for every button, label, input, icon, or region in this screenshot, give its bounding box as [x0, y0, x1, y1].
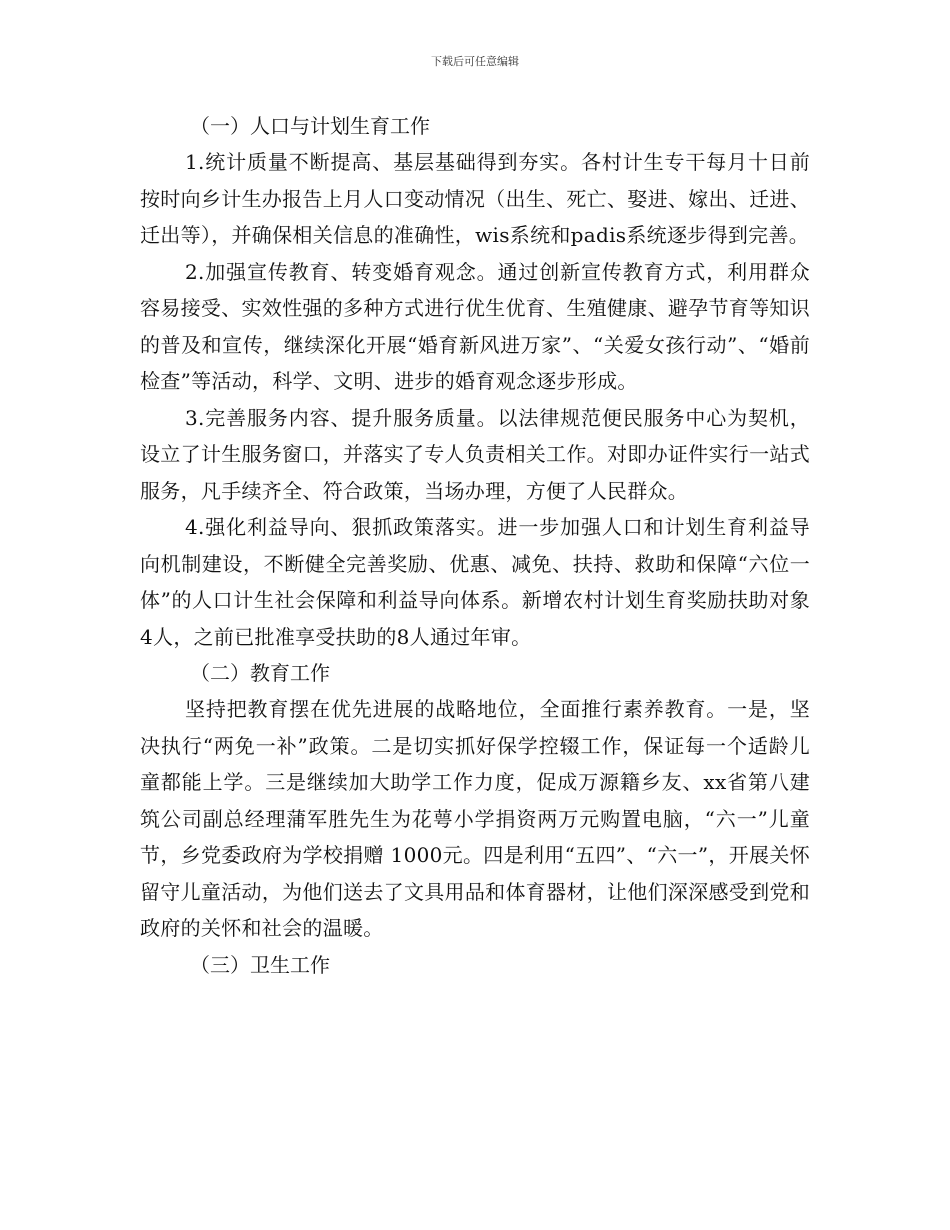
paragraph-publicity: 2.加强宣传教育、转变婚育观念。通过创新宣传教育方式，利用群众容易接受、实效性强的多种方式进行优生优育、生殖健康、避孕节育等知识的普及和宣传，继续深化开展“婚育新风进万家”、“关爱女孩行动”、“婚前检查”等活动，科学、文明、进步的婚育观念逐步形成。 [140, 259, 810, 393]
section-heading-education: （二）教育工作 [190, 661, 330, 685]
paragraph-service: 3.完善服务内容、提升服务质量。以法律规范便民服务中心为契机，设立了计生服务窗口，并落实了专人负责相关工作。对即办证件实行一站式服务，凡手续齐全、符合政策，当场办理，方便了人民群众。 [140, 405, 810, 503]
section-heading-population: （一）人口与计划生育工作 [190, 114, 430, 138]
page-header: 下载后可任意编辑 [431, 55, 519, 68]
paragraph-education: 坚持把教育摆在优先进展的战略地位，全面推行素养教育。一是，坚决执行“两免一补”政策。二是切实抓好保学控辍工作，保证每一个适龄儿童都能上学。三是继续加大助学工作力度，促成万源籍乡友、xx省第八建筑公司副总经理蒲军胜先生为花萼小学捐资两万元购置电脑，“六一”儿童节，乡党委政府为学校捐赠 1000元。四是利用“五四”、“六一”，开展关怀留守儿童活动，为他们送去了文具用品和体育器材，让他们深深感受到党和政府的关怀和社会的温暖。 [140, 697, 810, 940]
paragraph-statistics: 1.统计质量不断提高、基层基础得到夯实。各村计生专干每月十日前按时向乡计生办报告上月人口变动情况（出生、死亡、娶进、嫁出、迁进、迁出等），并确保相关信息的准确性，wis系统和padis系统逐步得到完善。 [140, 150, 810, 247]
section-heading-health: （三）卫生工作 [190, 952, 330, 977]
document-body [140, 108, 810, 983]
paragraph-policy: 4.强化利益导向、狠抓政策落实。进一步加强人口和计划生育利益导向机制建设，不断健全完善奖励、优惠、减免、扶持、救助和保障“六位一体”的人口计生社会保障和利益导向体系。新增农村计划生育奖励扶助对象4人，之前已批准享受扶助的8人通过年审。 [140, 515, 810, 649]
